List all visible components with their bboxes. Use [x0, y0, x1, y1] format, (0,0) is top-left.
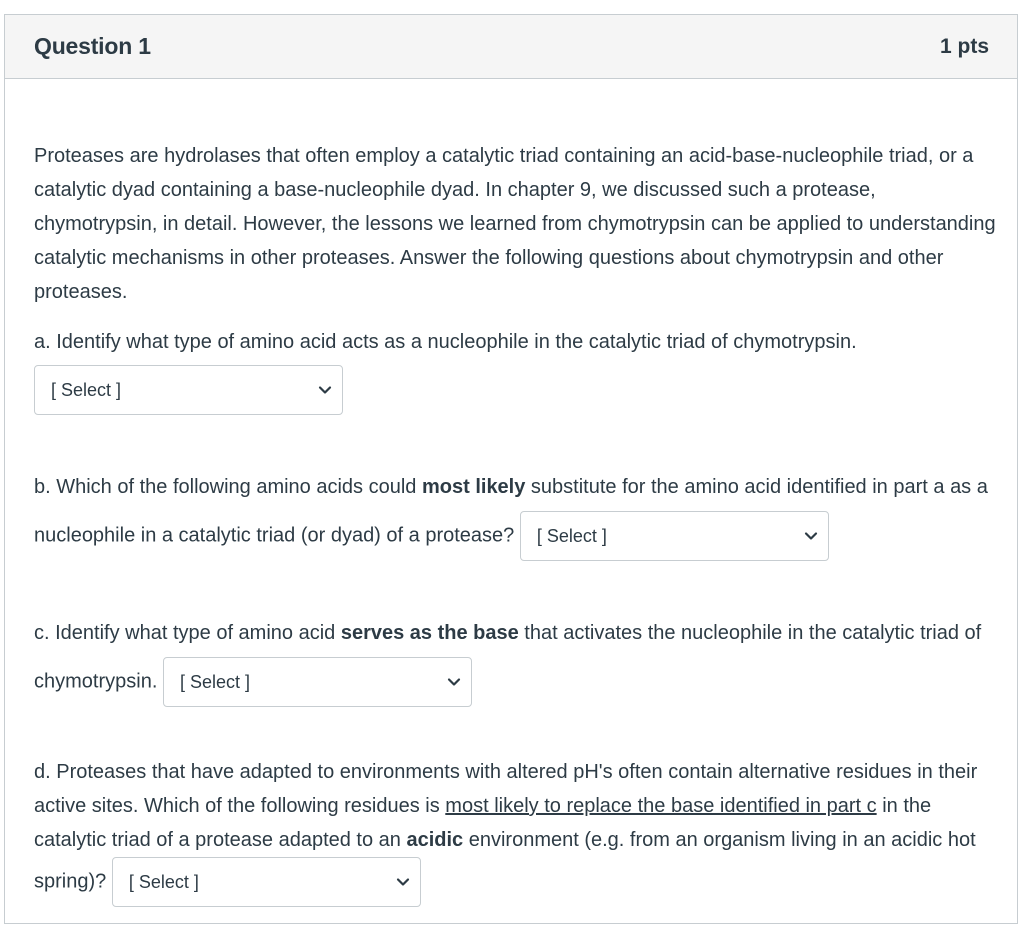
- part-c-bold: serves as the base: [340, 622, 519, 644]
- part-d-text-2: in the catalytic triad of a protease adapted to an: [34, 795, 932, 851]
- part-d-underline: most likely to replace the base identified in part c: [445, 795, 877, 817]
- question-title: Question 1: [34, 33, 151, 59]
- part-c-text-2: that activates the nucleophile in the catalytic triad of chymotrypsin.: [34, 622, 982, 693]
- part-c: [34, 609, 997, 707]
- part-b: [34, 463, 997, 561]
- part-a-select[interactable]: [34, 365, 343, 415]
- part-c-text-1: c. Identify what type of amino acid: [34, 622, 341, 644]
- chevron-down-icon: [447, 675, 461, 689]
- part-c-select[interactable]: [163, 657, 472, 707]
- part-d-select[interactable]: [112, 857, 421, 907]
- part-d: [34, 755, 997, 907]
- part-a-text: a. Identify what type of amino acid acts as a nucleophile in the catalytic triad of chymotrypsin.: [34, 331, 857, 353]
- chevron-down-icon: [804, 529, 818, 543]
- part-d-text-3: environment (e.g. from an organism living in an acidic hot spring)?: [34, 829, 976, 893]
- part-b-text-2: substitute for the amino acid identified in part a as a nucleophile in a catalytic triad (or dyad) of a protease?: [34, 476, 988, 547]
- part-b-select-value: [ Select ]: [536, 526, 607, 546]
- question-card: [4, 14, 1018, 924]
- question-intro: Proteases are hydrolases that often employ a catalytic triad containing an acid-base-nucleophile triad, or a catalytic dyad containing a base-nucleophile dyad. In chapter 9, we discussed such a protease, chymotrypsin, in detail. However, the lessons we learned from chymotrypsin can be applied to understanding catalytic mechanisms in other proteases. Answer the following questions about chymotrypsin and other proteases.: [34, 145, 996, 303]
- part-a-select-value: [ Select ]: [51, 380, 122, 400]
- question-body: [34, 139, 997, 907]
- part-b-bold: most likely: [421, 476, 526, 498]
- chevron-down-icon: [396, 875, 410, 889]
- part-d-select-value: [ Select ]: [128, 872, 199, 892]
- part-d-text-1: d. Proteases that have adapted to environments with altered pH's often contain alternative residues in their active sites. Which of the following residues is: [34, 761, 978, 817]
- part-b-select[interactable]: [520, 511, 829, 561]
- part-b-text-1: b. Which of the following amino acids could: [34, 476, 422, 498]
- question-points: 1 pts: [939, 34, 989, 58]
- chevron-down-icon: [318, 383, 332, 397]
- part-d-bold: acidic: [406, 829, 464, 851]
- part-c-select-value: [ Select ]: [179, 672, 250, 692]
- part-a: [34, 325, 997, 415]
- question-header: [5, 15, 1017, 79]
